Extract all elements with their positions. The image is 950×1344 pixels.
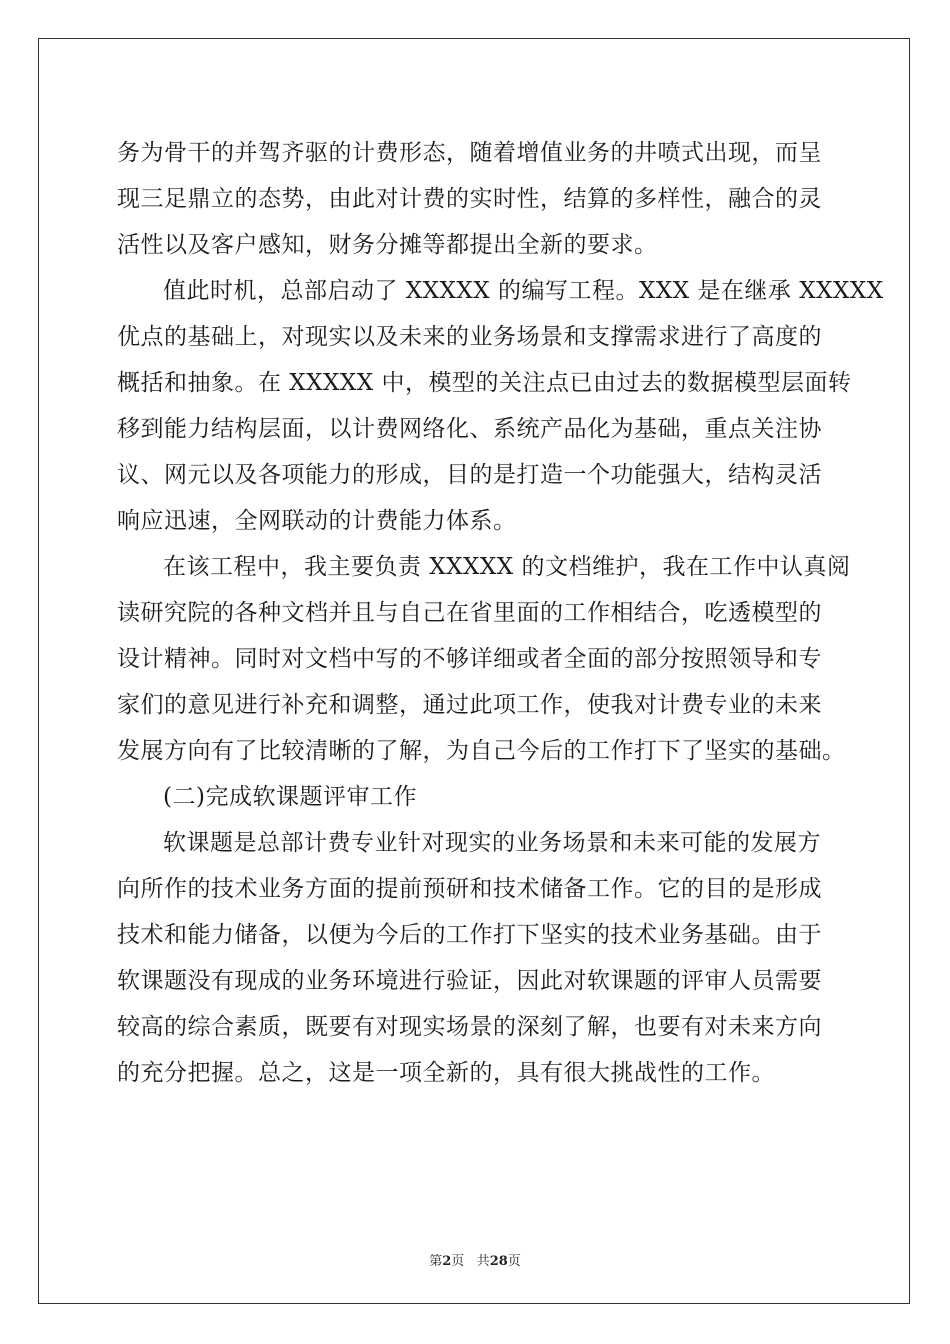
text-line: 发展方向有了比较清晰的了解，为自己今后的工作打下了坚实的基础。 xyxy=(117,738,846,764)
text-line: 优点的基础上，对现实以及未来的业务场景和支撑需求进行了高度的 xyxy=(117,324,822,350)
document-body xyxy=(117,130,884,1096)
paragraph-4 xyxy=(117,820,833,1096)
text-line: 读研究院的各种文档并且与自己在省里面的工作相结合，吃透模型的 xyxy=(117,600,822,626)
text-line: 移到能力结构层面，以计费网络化、系统产品化为基础，重点关注协 xyxy=(117,416,822,442)
text-line: 现三足鼎立的态势，由此对计费的实时性，结算的多样性，融合的灵 xyxy=(117,186,822,212)
section-heading xyxy=(117,774,833,820)
text-line: 值此时机，总部启动了 XXXXX 的编写工程。XXX 是在继承 XXXXX xyxy=(163,278,884,304)
text-line: 活性以及客户感知，财务分摊等都提出全新的要求。 xyxy=(117,232,658,258)
text-line: 议、网元以及各项能力的形成，目的是打造一个功能强大，结构灵活 xyxy=(117,462,822,488)
paragraph-2 xyxy=(117,268,884,544)
text-line: 软课题没有现成的业务环境进行验证，因此对软课题的评审人员需要 xyxy=(117,968,822,994)
text-line: 向所作的技术业务方面的提前预研和技术储备工作。它的目的是形成 xyxy=(117,876,822,902)
text-line: 响应迅速，全网联动的计费能力体系。 xyxy=(117,508,517,534)
total-prefix: 共 xyxy=(476,1254,490,1269)
heading-text: (二)完成软课题评审工作 xyxy=(163,784,417,810)
text-line: 的充分把握。总之，这是一项全新的，具有很大挑战性的工作。 xyxy=(117,1060,775,1086)
text-line: 务为骨干的并驾齐驱的计费形态，随着增值业务的井喷式出现，而呈 xyxy=(117,140,822,166)
text-line: 软课题是总部计费专业针对现实的业务场景和未来可能的发展方 xyxy=(163,830,821,856)
text-line: 技术和能力储备，以便为今后的工作打下坚实的技术业务基础。由于 xyxy=(117,922,822,948)
text-line: 较高的综合素质，既要有对现实场景的深刻了解，也要有对未来方向 xyxy=(117,1014,822,1040)
page-footer xyxy=(0,1250,950,1269)
paragraph-3 xyxy=(117,544,851,774)
total-pages: 28 xyxy=(489,1254,508,1269)
paragraph-1 xyxy=(117,130,833,268)
total-suffix: 页 xyxy=(507,1254,521,1269)
text-line: 设计精神。同时对文档中写的不够详细或者全面的部分按照领导和专 xyxy=(117,646,822,672)
text-line: 在该工程中，我主要负责 XXXXX 的文档维护，我在工作中认真阅 xyxy=(163,554,851,580)
page-suffix: 页 xyxy=(451,1254,465,1269)
page-prefix: 第 xyxy=(429,1254,443,1269)
page-number: 2 xyxy=(442,1254,452,1269)
text-line: 概括和抽象。在 XXXXX 中，模型的关注点已由过去的数据模型层面转 xyxy=(117,370,852,396)
text-line: 家们的意见进行补充和调整，通过此项工作，使我对计费专业的未来 xyxy=(117,692,822,718)
